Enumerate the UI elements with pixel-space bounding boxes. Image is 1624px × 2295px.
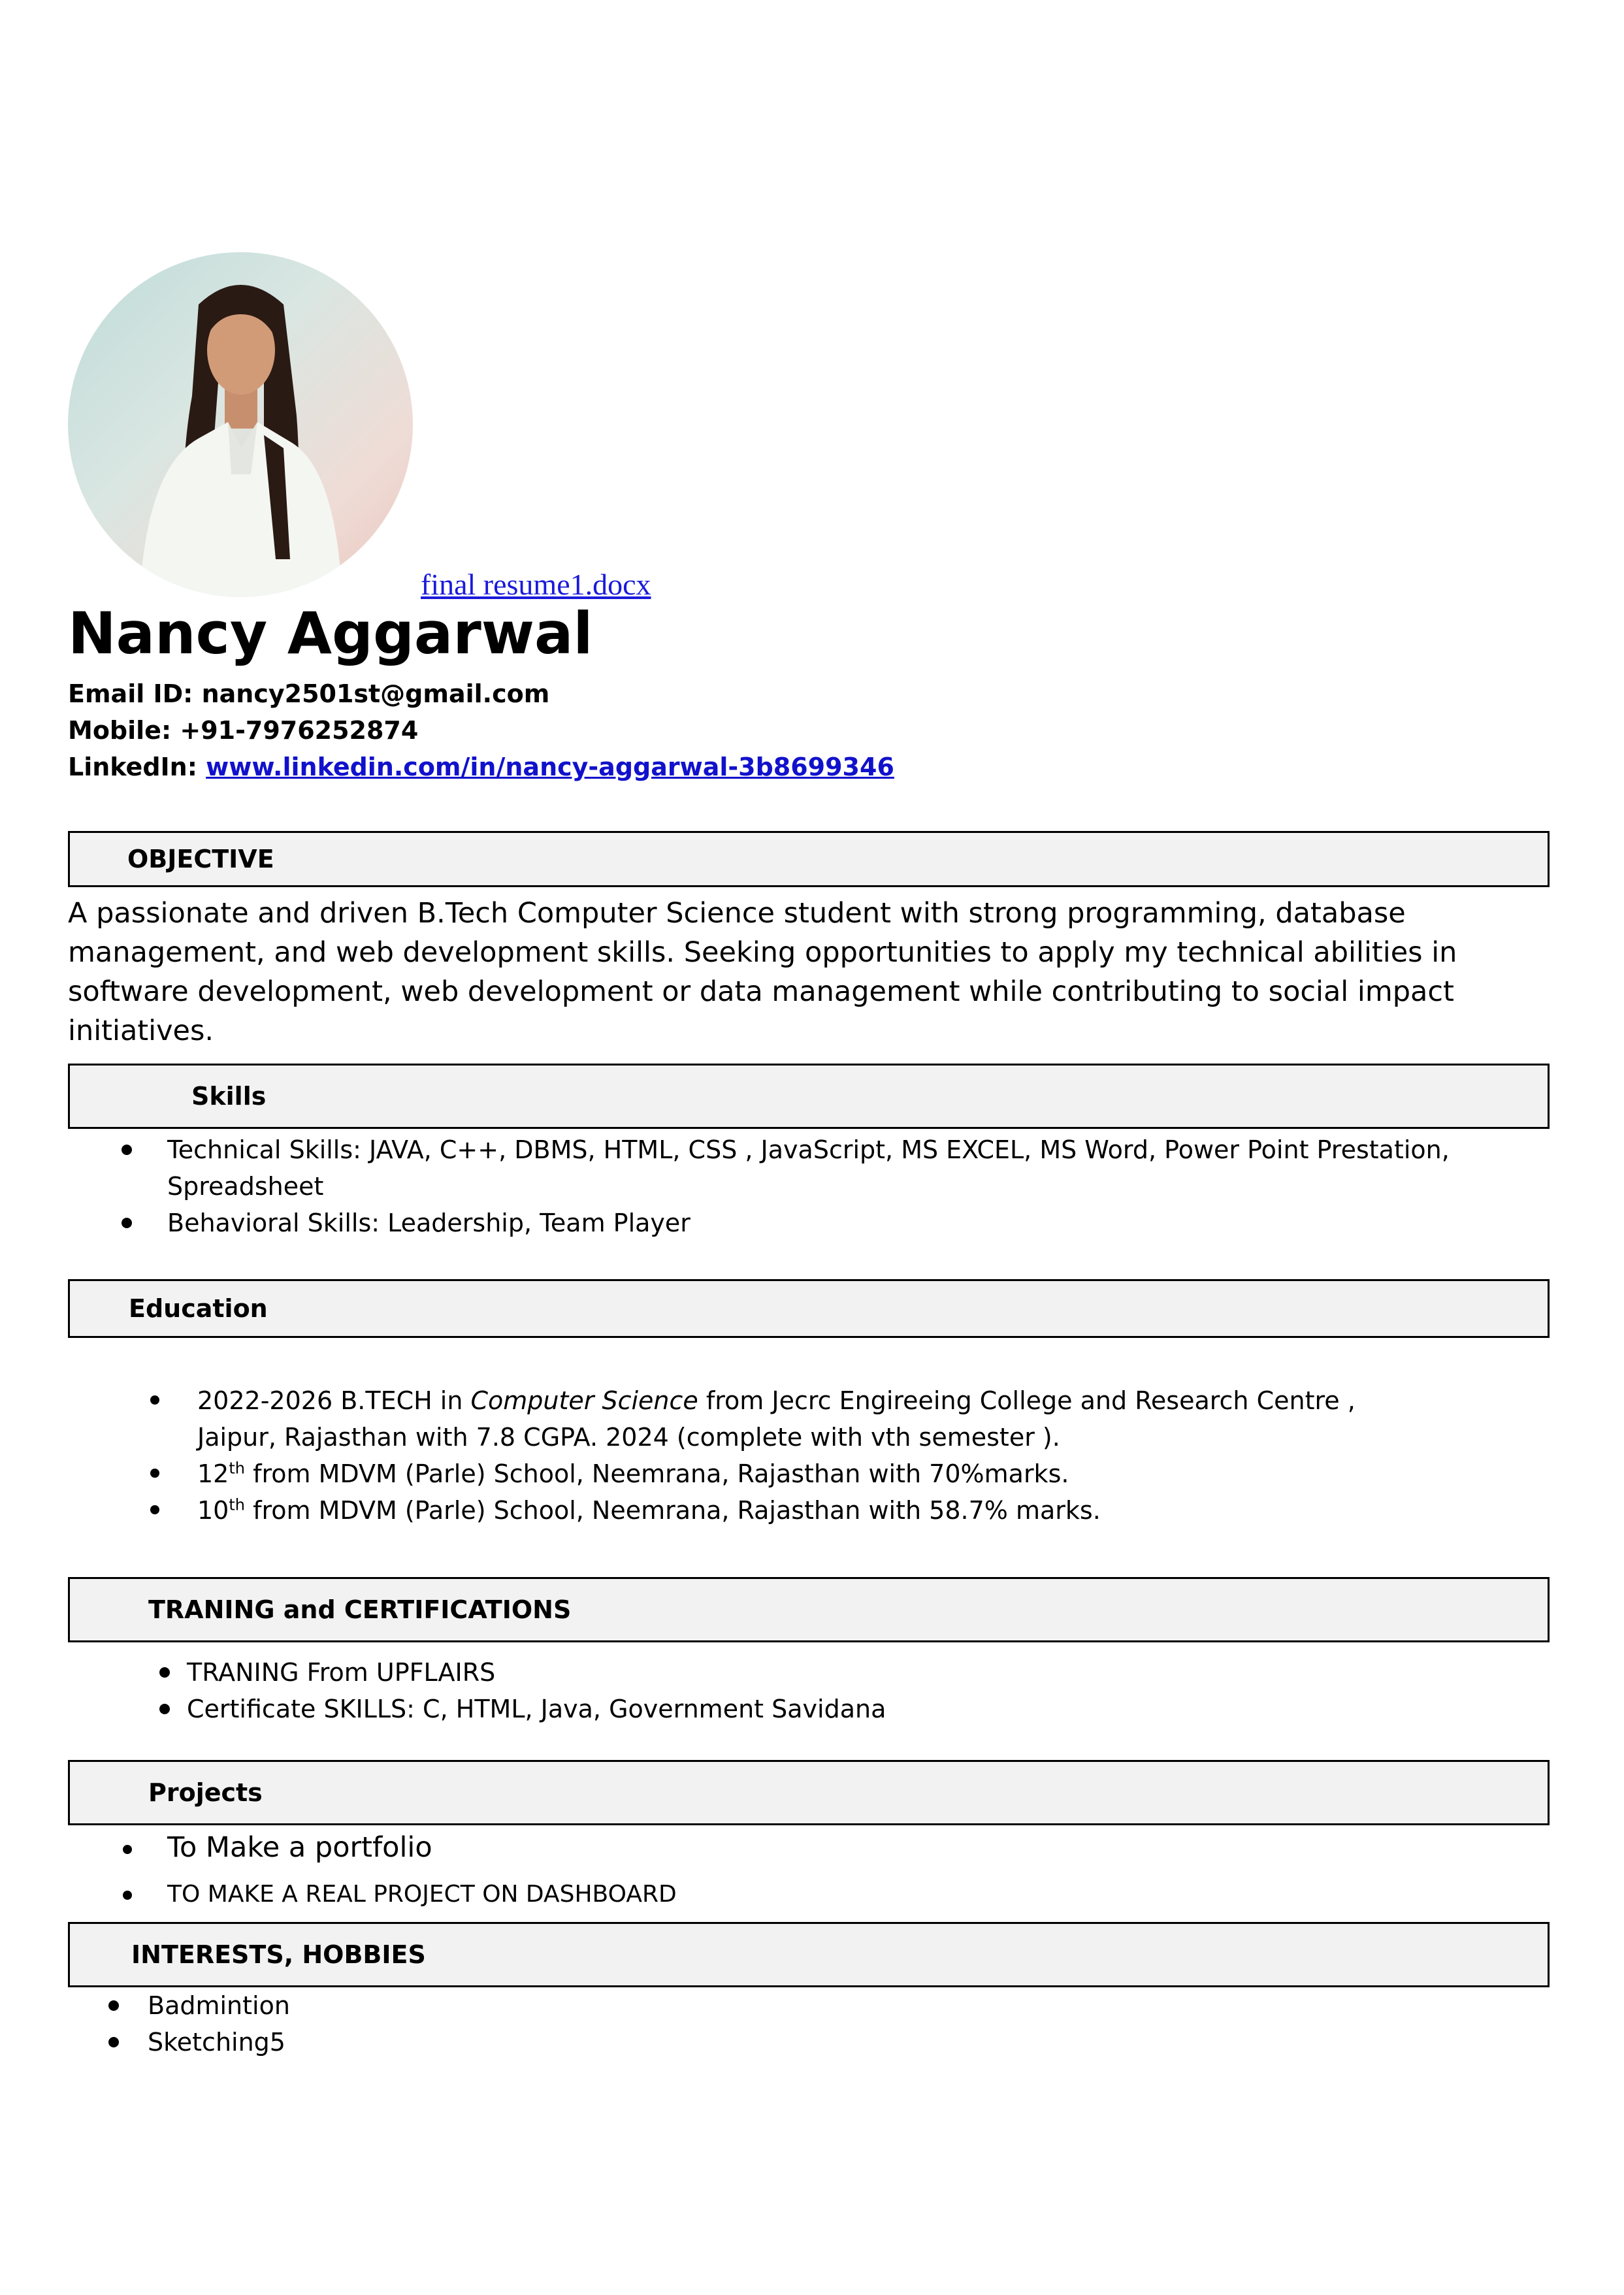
training-title: TRANING and CERTIFICATIONS	[148, 1595, 572, 1624]
twelfth-text: from MDVM (Parle) School, Neemrana, Rajasthan with 70%marks.	[244, 1459, 1069, 1488]
interests-header	[68, 1922, 1550, 1987]
objective-title: OBJECTIVE	[127, 845, 274, 873]
interests-title: INTERESTS, HOBBIES	[131, 1940, 426, 1969]
email-line	[68, 679, 549, 709]
bullet-icon	[123, 1891, 132, 1900]
bullet-icon	[122, 1145, 132, 1155]
objective-header	[68, 831, 1550, 887]
education-item-12th	[197, 1456, 1069, 1492]
btech-field: Computer Science	[470, 1386, 698, 1415]
skill-item: Behavioral Skills: Leadership, Team Player	[167, 1209, 690, 1237]
btech-college: from Jecrc Engireeing College and Research Centre ,	[698, 1386, 1356, 1415]
projects-header	[68, 1760, 1550, 1825]
skill-item: Technical Skills: JAVA, C++, DBMS, HTML, CSS , JavaScript, MS EXCEL, MS Word, Power Point Prestation,	[167, 1135, 1450, 1164]
email-label: Email ID:	[68, 679, 193, 708]
training-header	[68, 1577, 1550, 1642]
tenth-num: 10	[197, 1496, 229, 1525]
bullet-icon	[159, 1704, 170, 1714]
bullet-icon	[123, 1845, 132, 1854]
education-item-10th	[197, 1492, 1101, 1529]
candidate-name: Nancy Aggarwal	[68, 600, 593, 667]
bullet-icon	[108, 2000, 119, 2011]
bullet-icon	[150, 1395, 159, 1405]
skills-title: Skills	[191, 1082, 267, 1111]
bullet-icon	[150, 1505, 159, 1514]
twelfth-num: 12	[197, 1459, 229, 1488]
education-item-btech	[197, 1382, 1356, 1419]
linkedin-line	[68, 753, 894, 783]
skill-item-continuation: Spreadsheet	[167, 1172, 324, 1201]
education-header	[68, 1279, 1550, 1338]
mobile-line	[68, 716, 418, 746]
project-item: To Make a portfolio	[167, 1831, 432, 1864]
linkedin-link[interactable]: www.linkedin.com/in/nancy-aggarwal-3b8699346	[206, 753, 894, 781]
certificate-item: Certificate SKILLS: C, HTML, Java, Government Savidana	[187, 1695, 886, 1723]
tenth-sup: th	[229, 1495, 245, 1514]
bullet-icon	[150, 1469, 159, 1478]
training-item: TRANING From UPFLAIRS	[187, 1658, 496, 1687]
profile-photo	[68, 252, 413, 597]
skills-header	[68, 1064, 1550, 1129]
btech-years: 2022-2026 B.TECH in	[197, 1386, 471, 1415]
bullet-icon	[108, 2037, 119, 2047]
interest-item: Badmintion	[148, 1991, 290, 2020]
bullet-icon	[122, 1218, 132, 1228]
mobile-value: +91-7976252874	[180, 716, 419, 745]
linkedin-label: LinkedIn:	[68, 753, 197, 781]
education-title: Education	[129, 1294, 268, 1323]
projects-title: Projects	[148, 1778, 263, 1807]
tenth-text: from MDVM (Parle) School, Neemrana, Rajasthan with 58.7% marks.	[244, 1496, 1101, 1525]
twelfth-sup: th	[229, 1459, 245, 1478]
email-value: nancy2501st@gmail.com	[201, 679, 550, 708]
objective-text: A passionate and driven B.Tech Computer Science student with strong programming, database management, and web development skills. Seeking opportunities to apply my technical abilities in software development, web development or data management while contributing to social impact initiatives.	[68, 897, 1457, 1047]
file-link[interactable]: final resume1.docx	[421, 568, 651, 601]
interest-item: Sketching5	[148, 2028, 285, 2057]
bullet-icon	[159, 1667, 170, 1678]
project-item: TO MAKE A REAL PROJECT ON DASHBOARD	[167, 1881, 677, 1908]
mobile-label: Mobile:	[68, 716, 172, 745]
person-portrait-icon	[68, 252, 413, 597]
education-item-btech-continuation: Jaipur, Rajasthan with 7.8 CGPA. 2024 (complete with vth semester ).	[197, 1423, 1060, 1452]
